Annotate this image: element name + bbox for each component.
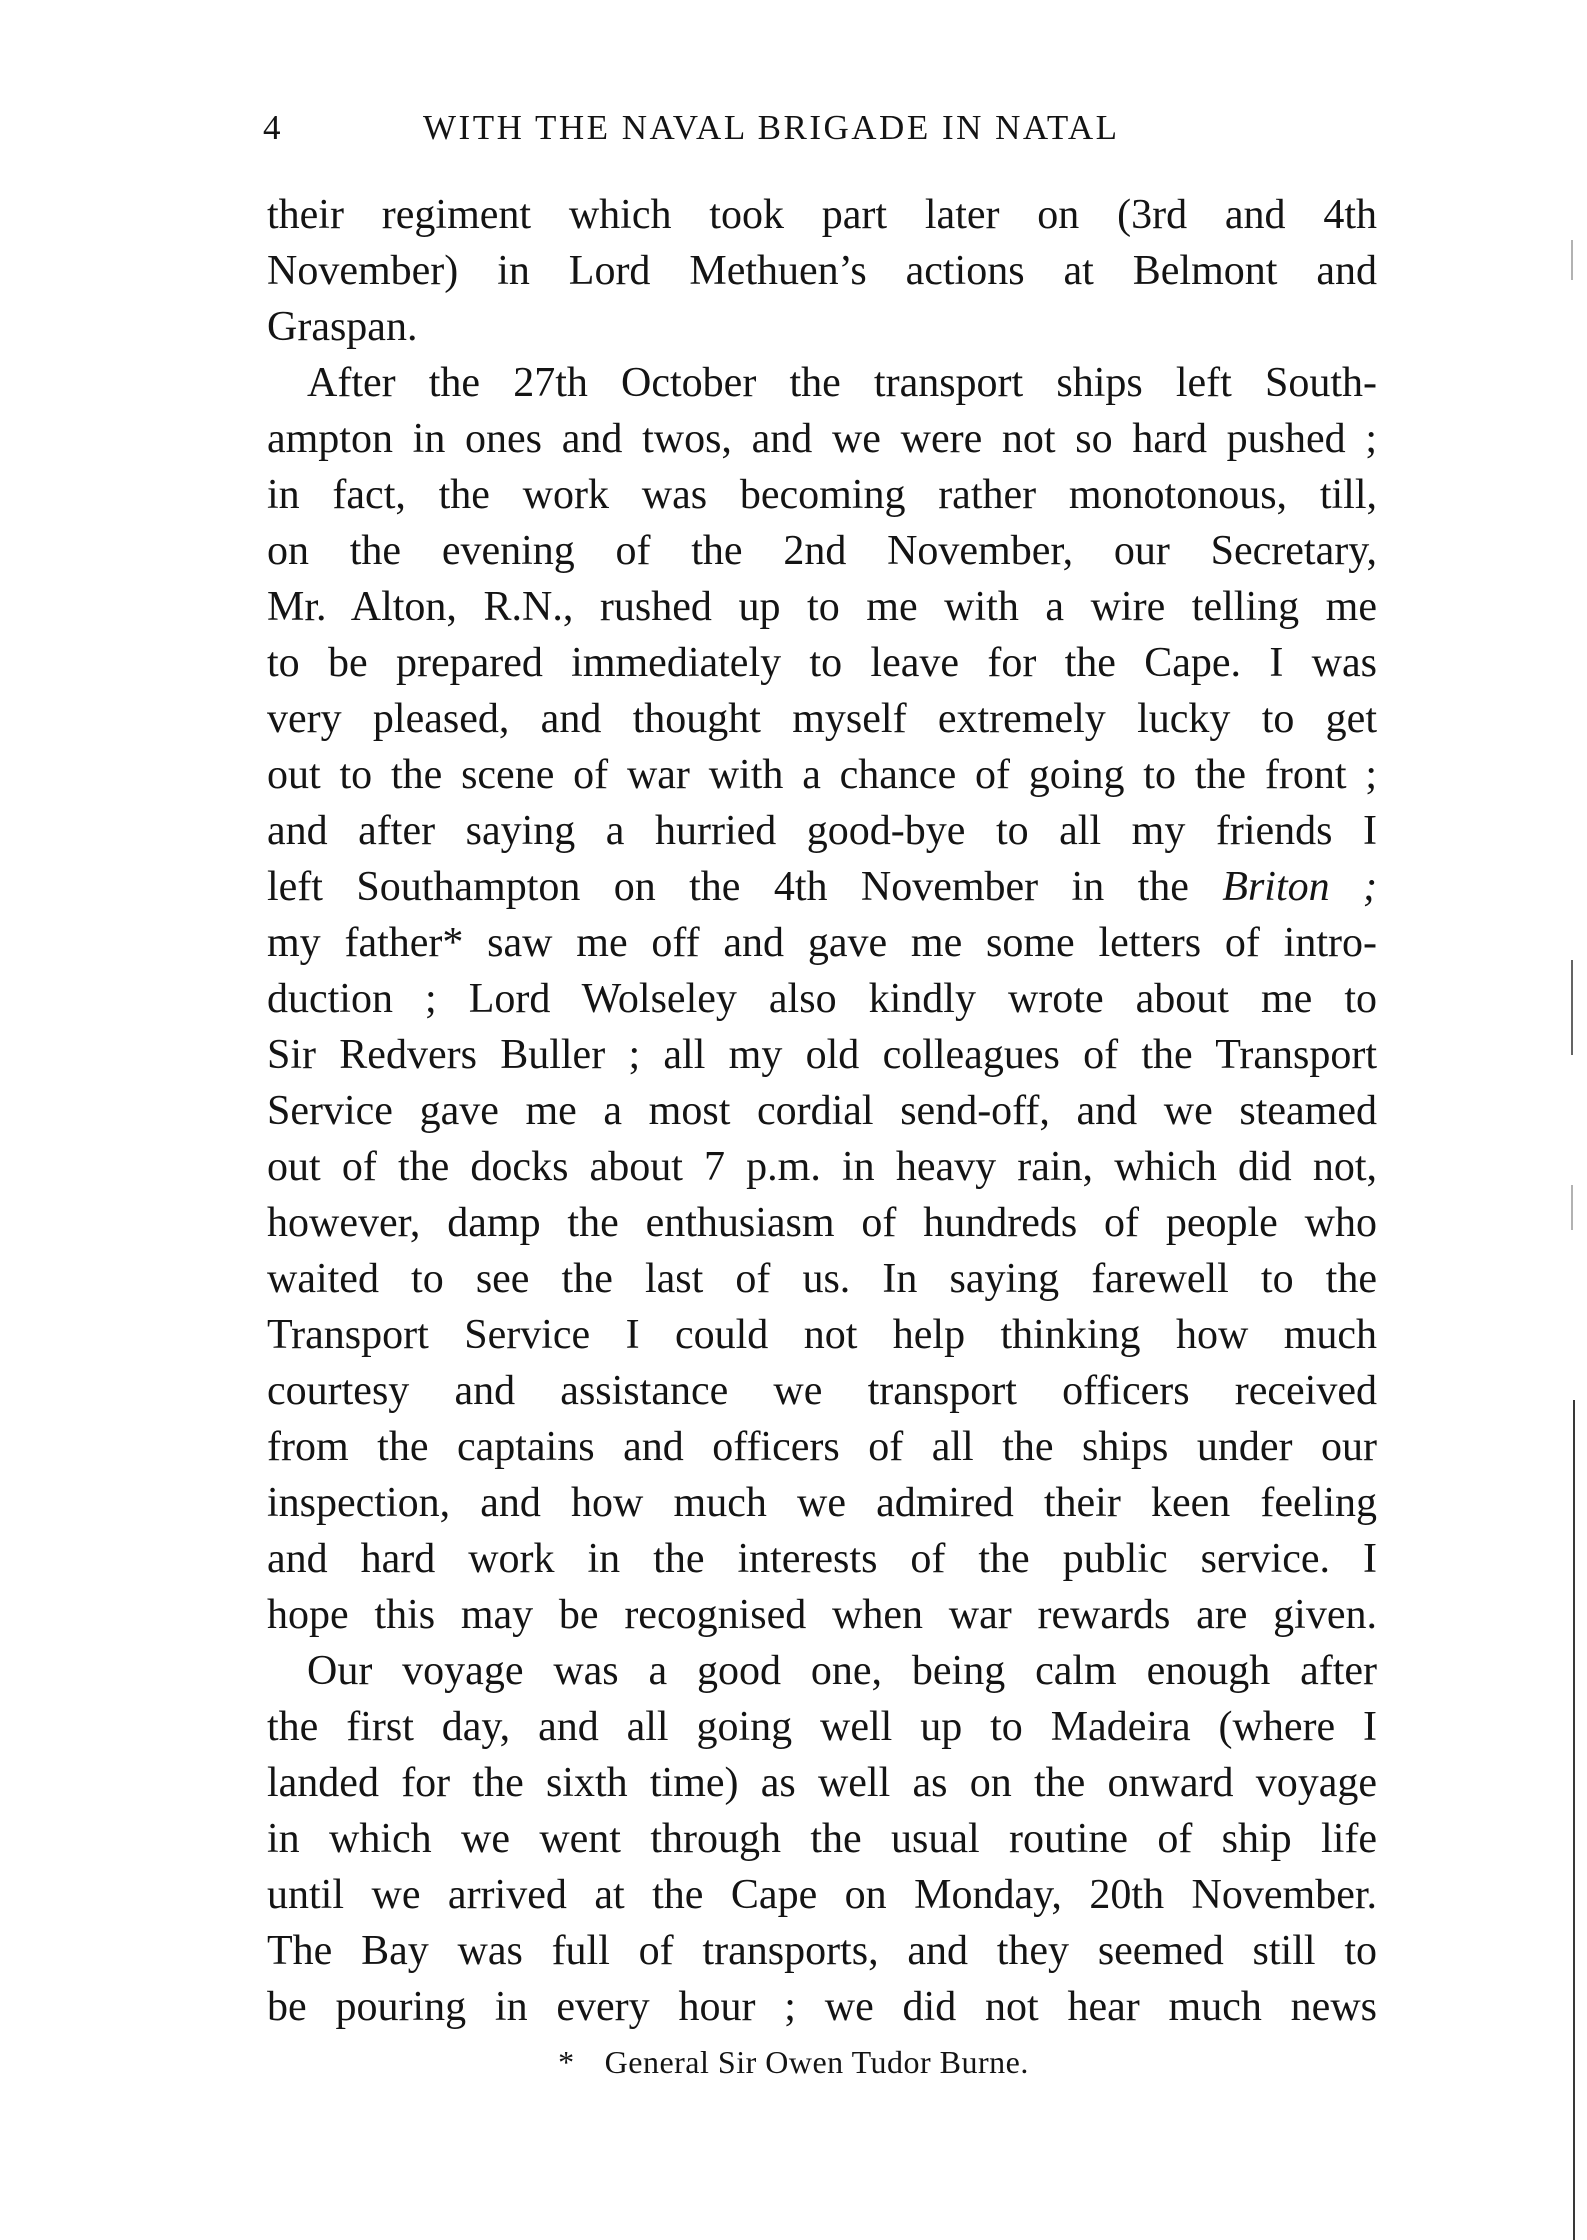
text-line: out to the scene of war with a chance of going to the front ;: [267, 752, 1377, 798]
text-line: in fact, the work was becoming rather monotonous, till,: [267, 472, 1377, 518]
text-line: courtesy and assistance we transport officers received: [267, 1368, 1377, 1414]
text-line: The Bay was full of transports, and they seemed still to: [267, 1928, 1377, 1974]
text-line: out of the docks about 7 p.m. in heavy rain, which did not,: [267, 1144, 1377, 1190]
text-line: until we arrived at the Cape on Monday, 20th November.: [267, 1872, 1377, 1918]
text-line: their regiment which took part later on (3rd and 4th: [267, 192, 1377, 238]
text-line-with-ship: [267, 859, 1377, 915]
scan-edge-mark: [1571, 1185, 1573, 1230]
text-line: inspection, and how much we admired their keen feeling: [267, 1480, 1377, 1526]
text-line: Mr. Alton, R.N., rushed up to me with a wire telling me: [267, 584, 1377, 630]
running-title: WITH THE NAVAL BRIGADE IN NATAL: [423, 108, 1120, 147]
text-line: and after saying a hurried good-bye to all my friends I: [267, 808, 1377, 854]
text-line: be pouring in every hour ; we did not hear much news: [267, 1984, 1377, 2030]
text-line: waited to see the last of us. In saying farewell to the: [267, 1256, 1377, 1302]
ship-name: Briton ;: [1222, 864, 1378, 910]
text-line: in which we went through the usual routine of ship life: [267, 1816, 1377, 1862]
text-line: to be prepared immediately to leave for the Cape. I was: [267, 640, 1377, 686]
text-line: from the captains and officers of all the ships under our: [267, 1424, 1377, 1470]
scan-edge-mark: [1571, 240, 1573, 280]
text-line: very pleased, and thought myself extremely lucky to get: [267, 696, 1377, 742]
text-line: Our voyage was a good one, being calm enough after: [307, 1648, 1377, 1694]
scan-edge-mark: [1571, 960, 1573, 1055]
text-line: on the evening of the 2nd November, our Secretary,: [267, 528, 1377, 574]
text-fragment: left Southampton on the 4th November in the: [267, 864, 1223, 910]
text-line: however, damp the enthusiasm of hundreds of people who: [267, 1200, 1377, 1246]
footnote-marker: *: [558, 2044, 575, 2080]
text-line: Transport Service I could not help thinking how much: [267, 1312, 1377, 1358]
text-line: and hard work in the interests of the public service. I: [267, 1536, 1377, 1582]
text-line: landed for the sixth time) as well as on the onward voyage: [267, 1760, 1377, 1806]
scan-edge-mark: [1573, 1400, 1575, 2240]
footnote-text: General Sir Owen Tudor Burne.: [604, 2044, 1029, 2080]
text-line: ampton in ones and twos, and we were not so hard pushed ;: [267, 416, 1377, 462]
text-line: Sir Redvers Buller ; all my old colleagues of the Transport: [267, 1032, 1377, 1078]
text-line: After the 27th October the transport ships left South-: [307, 360, 1377, 406]
page-header: [263, 104, 1378, 152]
text-line: November) in Lord Methuen’s actions at Belmont and: [267, 248, 1377, 294]
footnote: [0, 2040, 1587, 2084]
text-line: Service gave me a most cordial send-off, and we steamed: [267, 1088, 1377, 1134]
text-line: my father* saw me off and gave me some letters of intro-: [267, 920, 1377, 966]
text-line: duction ; Lord Wolseley also kindly wrote about me to: [267, 976, 1377, 1022]
text-line: the first day, and all going well up to Madeira (where I: [267, 1704, 1377, 1750]
text-line: Graspan.: [267, 304, 418, 350]
page-number: 4: [263, 108, 283, 147]
body-text: [267, 187, 1377, 2035]
text-line: hope this may be recognised when war rewards are given.: [267, 1592, 1377, 1638]
